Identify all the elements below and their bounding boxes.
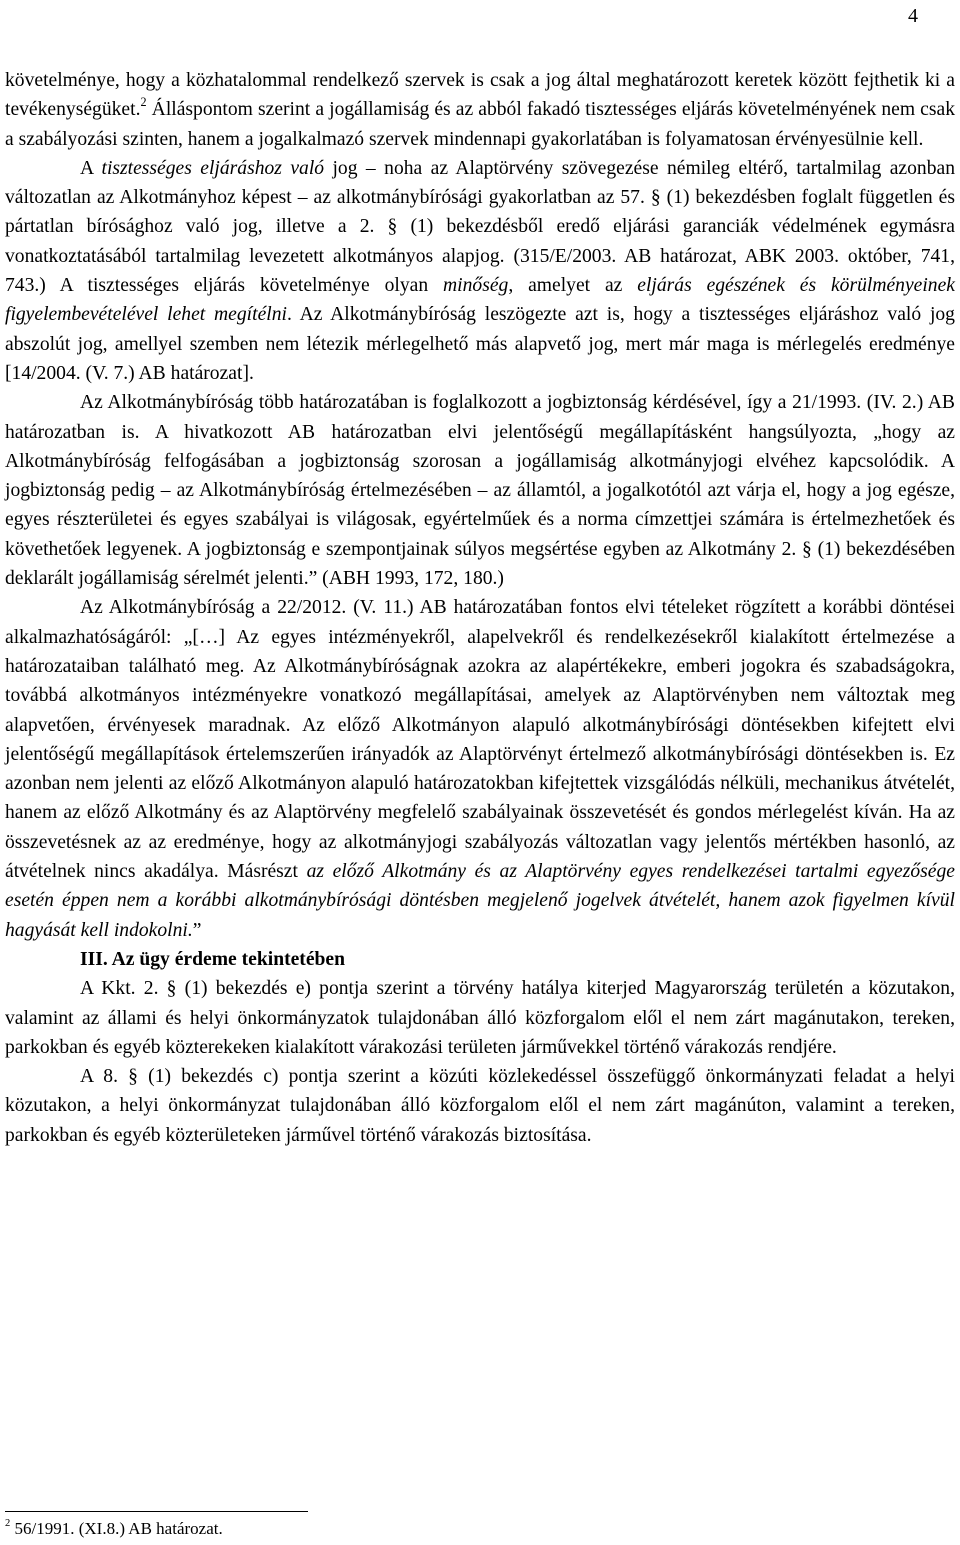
italic-text: tisztességes eljáráshoz való bbox=[101, 157, 325, 179]
italic-text: minőség bbox=[443, 275, 509, 297]
text-run: A bbox=[80, 157, 102, 179]
text-run: Az Alkotmánybíróság több határozatában is foglalkozott a jogbiztonság kérdésével, így a 21/1993. (IV. 2.) AB határozatban is. A hivatkozott AB határozatban elvi jelentőségű megállapításként hangsúlyozta, „hogy az Alkotmánybíróság felfogásában a jogbiztonság szorosan a jogállamiság alkotmányjogi elvéhez kapcsolódik. A jogbiztonság pedig – az Alkotmánybíróság értelmezésében – az államtól, a jogalkotótól azt várja el, hogy a jog egésze, egyes részterületei és egyes szabályai is világosak, egyértelműek és a norma címzettjei számára is értelmezhetőek és követhetőek legyenek. A jogbiztonság e szempontjainak súlyos megsértése egyben az Alkotmány 2. § (1) bekezdésében deklarált jogállamiság sérelmét jelenti.” (ABH 1993, 172, 180.) bbox=[5, 392, 955, 590]
paragraph bbox=[5, 66, 955, 154]
text-run: , amelyet az bbox=[508, 275, 638, 297]
document-body bbox=[5, 66, 955, 1150]
text-run: Az Alkotmánybíróság a 22/2012. (V. 11.) AB határozatában fontos elvi tételeket rögzített a korábbi döntései alkalmazhatóságáról: „[…] Az egyes intézményekről, alapelvekről és rendelkezésekről kialakított értelmezése a határozataiban található meg. Az Alkotmánybíróságnak azokra az alapértékekre, emberi jogokra és szabadságokra, továbbá alkotmányos intézményekre vonatkozó megállapításai, amelyek az Alaptörvényben nem változtak meg alapvetően, érvényesek maradnak. Az előző Alkotmányon alapuló alkotmánybírósági döntésekben kifejtett elvi jelentőségű megállapítások értelemszerűen irányadók az Alaptörvényt értelmező alkotmánybírósági döntésekben is. Ez azonban nem jelenti az előző Alkotmányon alapuló határozatokban kifejtettek vizsgálódás nélküli, mechanikus átvételét, hanem az előző Alkotmány és az Alaptörvény megfelelő szabályainak összevetését és gondos mérlegelést kíván. Ha az összevetésnek az az eredménye, hogy az alkotmányjogi szabályozás változatlan vagy jelentős mértékben hasonló, az átvételnek nincs akadálya. Másrészt bbox=[5, 597, 955, 883]
paragraph bbox=[5, 593, 955, 945]
footnote-separator bbox=[5, 1511, 308, 1512]
footnote-marker: 2 bbox=[5, 1517, 11, 1529]
paragraph bbox=[5, 388, 955, 593]
footnote-reference: 2 bbox=[140, 94, 147, 109]
footnote-text: 56/1991. (XI.8.) AB határozat. bbox=[10, 1519, 223, 1538]
text-run: . Az Alkotmánybíróság leszögezte azt is, hogy a tisztességes eljáráshoz való jog abszolút jog, amellyel szemben nem létezik mérlegelhető más alapvető jog, mert már maga is mérlegelés eredménye [14/2004. (V. 7.) AB határozat]. bbox=[5, 304, 955, 384]
text-run: ” bbox=[192, 919, 202, 941]
text-run: Álláspontom szerint a jogállamiság és az abból fakadó tisztességes eljárás követelményének nem csak a szabályozási szinten, hanem a jogalkalmazó szervek mindennapi gyakorlatában is folyamatosan érvényesülnie kell. bbox=[5, 99, 955, 150]
page-number: 4 bbox=[908, 5, 918, 27]
text-run: jog – noha az Alaptörvény szövegezése némileg eltérő, tartalmilag azonban változatlan az Alkotmányhoz képest – az alkotmánybírósági gyakorlatban az 57. § (1) bekezdésben foglalt független és pártatlan bírósághoz való jog, illetve a 2. § (1) bekezdésből eredő eljárási garanciák védelmének egymásra vonatkoztatásából tartalmilag levezetett alkotmányos alapjog. (315/E/2003. AB határozat, ABK 2003. október, 741, 743.) A tisztességes eljárás követelménye olyan bbox=[5, 157, 955, 297]
paragraph: A 8. § (1) bekezdés c) pontja szerint a közúti közlekedéssel összefüggő önkormányzati feladat a helyi közutakon, a helyi önkormányzat tulajdonában álló közforgalom elől el nem zárt magánúton, valamint a tereken, parkokban és egyéb közterületeken járművel történő várakozás biztosítása. bbox=[5, 1066, 955, 1146]
section-heading: III. Az ügy érdeme tekintetében bbox=[80, 948, 346, 970]
footnote bbox=[5, 1518, 223, 1540]
italic-text: az előző Alkotmány és az Alaptörvény egyes rendelkezései tartalmi egyezősége esetén éppen nem a korábbi alkotmánybírósági döntésben megjelenő jogelvek átvételét, hanem azok figyelmen kívül hagyását kell indokolni. bbox=[5, 861, 955, 941]
paragraph bbox=[5, 154, 955, 388]
paragraph: A Kkt. 2. § (1) bekezdés e) pontja szerint a törvény hatálya kiterjed Magyarország területén a közutakon, valamint az állami és helyi önkormányzatok tulajdonában álló közforgalom elől el nem zárt magánutakon, tereken, parkokban és egyéb közterekeken kialakított várakozási területen járművekkel történő várakozás rendjére. bbox=[5, 978, 955, 1058]
text-run: követelménye, hogy a közhatalommal rendelkező szervek is csak a jog által meghatározott keretek között fejthetik ki a tevékenységüket. bbox=[5, 70, 955, 121]
italic-text: eljárás egészének és körülményeinek figyelembevételével lehet megítélni bbox=[5, 275, 955, 326]
